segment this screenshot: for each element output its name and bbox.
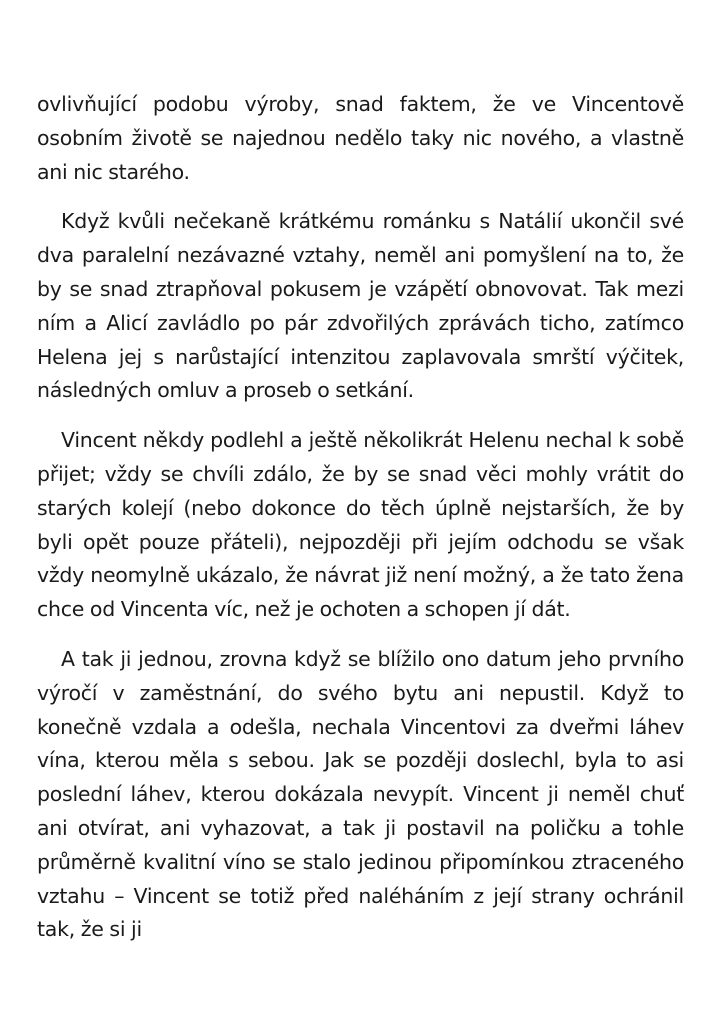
paragraph-2: Když kvůli nečekaně krátkému románku s Natálií ukončil své dva paralelní nezávazné vztahy, neměl ani pomyšlení na to, že by se snad ztrapňoval pokusem je vzápětí obnovovat. Tak mezi ním a Alicí zavládlo po pár zdvořilých zprávách ticho, zatímco Helena jej s narůstající intenzitou zaplavovala smrští výčitek, následných omluv a proseb o setkání. bbox=[37, 209, 684, 403]
page-body bbox=[37, 88, 684, 963]
paragraph-1: ovlivňující podobu výroby, snad faktem, že ve Vincentově osobním životě se najednou nedělo taky nic nového, a vlastně ani nic starého. bbox=[37, 92, 684, 184]
paragraph-4: A tak ji jednou, zrovna když se blížilo ono datum jeho prvního výročí v zaměstnání, do svého bytu ani nepustil. Když to konečně vzdala a odešla, nechala Vincentovi za dveřmi láhev vína, kterou měla s sebou. Jak se později doslechl, byla to asi poslední láhev, kterou dokázala nevypít. Vincent ji neměl chuť ani otvírat, ani vyhazovat, a tak ji postavil na poličku a tohle průměrně kvalitní víno se stalo jedinou připomínkou ztraceného vztahu – Vincent se totiž před naléháním z její strany ochránil tak, že si ji bbox=[37, 646, 684, 942]
paragraph-3: Vincent někdy podlehl a ještě několikrát Helenu nechal k sobě přijet; vždy se chvíli zdálo, že by se snad věci mohly vrátit do starých kolejí (nebo dokonce do těch úplně nejstarších, že by byli opět pouze přáteli), nejpozději při jejím odchodu se však vždy neomylně ukázalo, že návrat již není možný, a že tato žena chce od Vincenta víc, než je ochoten a schopen jí dát. bbox=[37, 428, 684, 622]
